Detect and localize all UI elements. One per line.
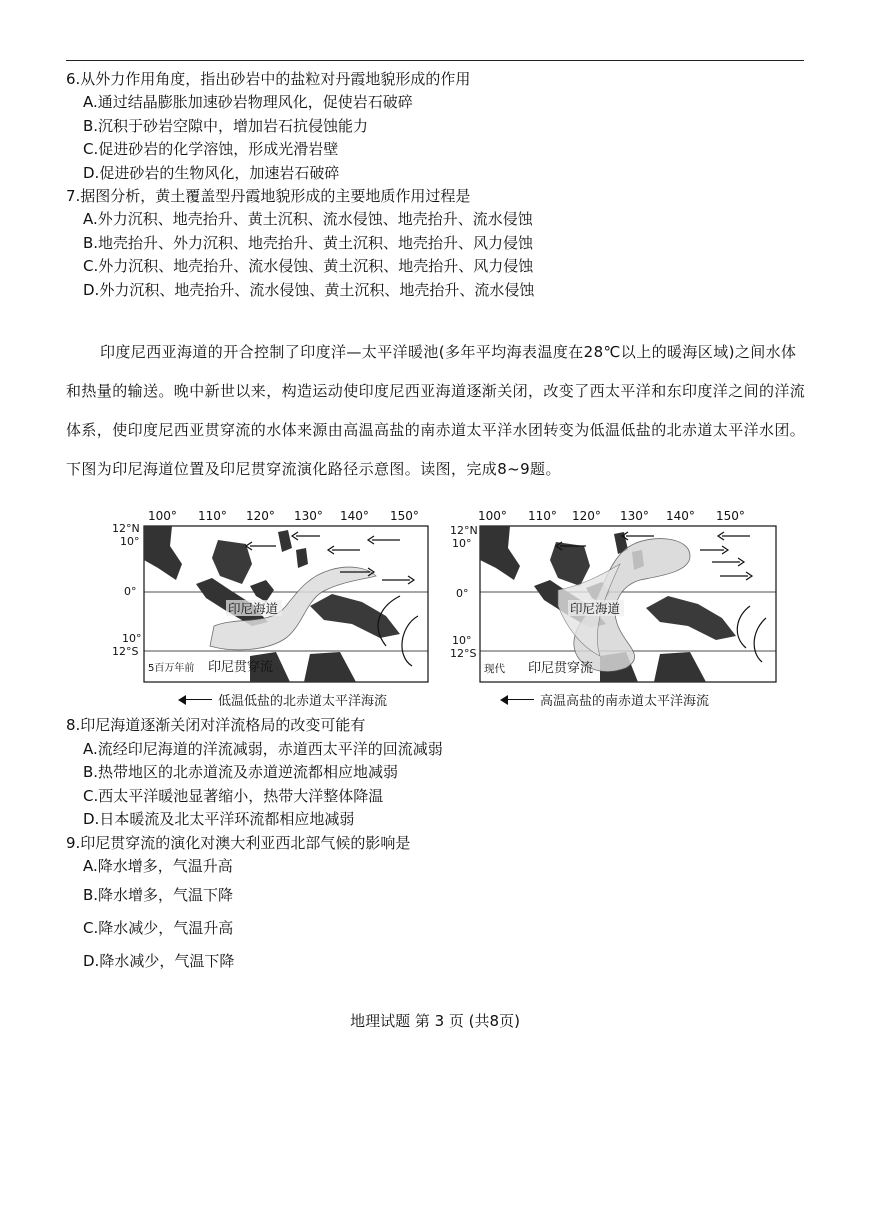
lon-label: 110°	[528, 509, 557, 523]
lat-label: 10°	[452, 537, 472, 550]
question-6-option-a[interactable]: A.通过结晶膨胀加速砂岩物理风化，促使岩石破碎	[83, 93, 413, 111]
page-footer: 地理试题 第 3 页 (共8页)	[350, 1012, 520, 1030]
questions-8-9	[66, 714, 806, 978]
period-label: 5百万年前	[148, 663, 195, 674]
lat-label: 0°	[456, 587, 469, 600]
question-6-option-c[interactable]: C.促进砂岩的化学溶蚀，形成光滑岩壁	[83, 140, 339, 158]
question-6-option-b[interactable]: B.沉积于砂岩空隙中，增加岩石抗侵蚀能力	[83, 116, 369, 135]
lon-label: 120°	[572, 509, 601, 523]
map-modern	[450, 506, 780, 686]
question-8-option-a[interactable]: A.流经印尼海道的洋流减弱，赤道西太平洋的回流减弱	[83, 739, 443, 758]
passage: 印度尼西亚海道的开合控制了印度洋—太平洋暖池(多年平均海表温度在28℃以上的暖海区域)之间水体和热量的输送。晚中新世以来，构造运动使印度尼西亚海道逐渐关闭，改变了西太平洋和东印度洋之间的洋流体系，使印度尼西亚贯穿流的水体来源由高温高盐的南赤道太平洋水团转变为低温低盐的北赤道太平洋水团。下图为印尼海道位置及印尼贯穿流演化路径示意图。读图，完成8~9题。	[66, 343, 806, 478]
question-8-option-d[interactable]: D.日本暖流及北太平洋环流都相应地减弱	[83, 810, 355, 828]
legend-north-equatorial	[178, 690, 387, 709]
lat-label: 10°	[452, 634, 472, 647]
lat-label: 0°	[124, 585, 137, 598]
flow-label: 印尼贯穿流	[528, 661, 594, 676]
question-8-option-b[interactable]: B.热带地区的北赤道流及赤道逆流都相应地减弱	[83, 763, 399, 781]
question-8-stem: 8.印尼海道逐渐关闭对洋流格局的改变可能有	[66, 716, 366, 734]
header-rule	[66, 60, 804, 61]
lat-label: 12°S	[112, 645, 139, 658]
strait-label: 印尼海道	[228, 601, 279, 616]
lat-label: 12°S	[450, 647, 477, 660]
lon-label: 140°	[340, 509, 369, 523]
lon-label: 100°	[148, 509, 177, 523]
period-label: 现代	[484, 663, 505, 675]
question-8-option-c[interactable]: C.西太平洋暖池显著缩小，热带大洋整体降温	[83, 786, 384, 805]
lon-label: 130°	[294, 509, 323, 523]
question-9-stem: 9.印尼贯穿流的演化对澳大利亚西北部气候的影响是	[66, 833, 411, 852]
arrow-left-icon	[178, 695, 212, 705]
question-7-option-d[interactable]: D.外力沉积、地壳抬升、流水侵蚀、黄土沉积、地壳抬升、流水侵蚀	[83, 280, 535, 299]
question-9-option-a[interactable]: A.降水增多，气温升高	[83, 857, 233, 875]
legend-text: 低温低盐的北赤道太平洋海流	[218, 694, 388, 709]
question-9-option-d[interactable]: D.降水减少，气温下降	[83, 951, 235, 970]
lon-label: 100°	[478, 509, 507, 523]
lat-label: 12°N	[450, 524, 478, 537]
question-9-option-c[interactable]: C.降水减少，气温升高	[83, 918, 234, 937]
question-6-stem: 6.从外力作用角度，指出砂岩中的盐粒对丹霞地貌形成的作用	[66, 70, 471, 88]
legend-text: 高温高盐的南赤道太平洋海流	[540, 694, 710, 709]
lon-label: 140°	[666, 509, 695, 523]
lon-label: 130°	[620, 509, 649, 523]
lat-label: 12°N	[112, 522, 140, 535]
figure-indonesian-throughflow	[100, 506, 780, 716]
question-7-option-c[interactable]: C.外力沉积、地壳抬升、流水侵蚀、黄土沉积、地壳抬升、风力侵蚀	[83, 257, 534, 275]
question-7-stem: 7.据图分析，黄土覆盖型丹霞地貌形成的主要地质作用过程是	[66, 187, 471, 205]
lon-label: 110°	[198, 509, 227, 523]
lon-label: 120°	[246, 509, 275, 523]
strait-label: 印尼海道	[570, 601, 621, 616]
questions-6-7	[66, 68, 806, 302]
lon-label: 150°	[390, 509, 419, 523]
lat-label: 10°	[122, 632, 142, 645]
lat-label: 10°	[120, 535, 140, 548]
flow-label: 印尼贯穿流	[208, 660, 274, 675]
map-5-million-years-ago	[100, 506, 430, 686]
question-7-option-a[interactable]: A.外力沉积、地壳抬升、黄土沉积、流水侵蚀、地壳抬升、流水侵蚀	[83, 210, 533, 228]
question-7-option-b[interactable]: B.地壳抬升、外力沉积、地壳抬升、黄土沉积、地壳抬升、风力侵蚀	[83, 233, 534, 252]
legend-south-equatorial	[500, 690, 709, 709]
lon-label: 150°	[716, 509, 745, 523]
question-9-option-b[interactable]: B.降水增多，气温下降	[83, 885, 234, 904]
question-6-option-d[interactable]: D.促进砂岩的生物风化，加速岩石破碎	[83, 163, 340, 182]
arrow-left-icon	[500, 695, 534, 705]
